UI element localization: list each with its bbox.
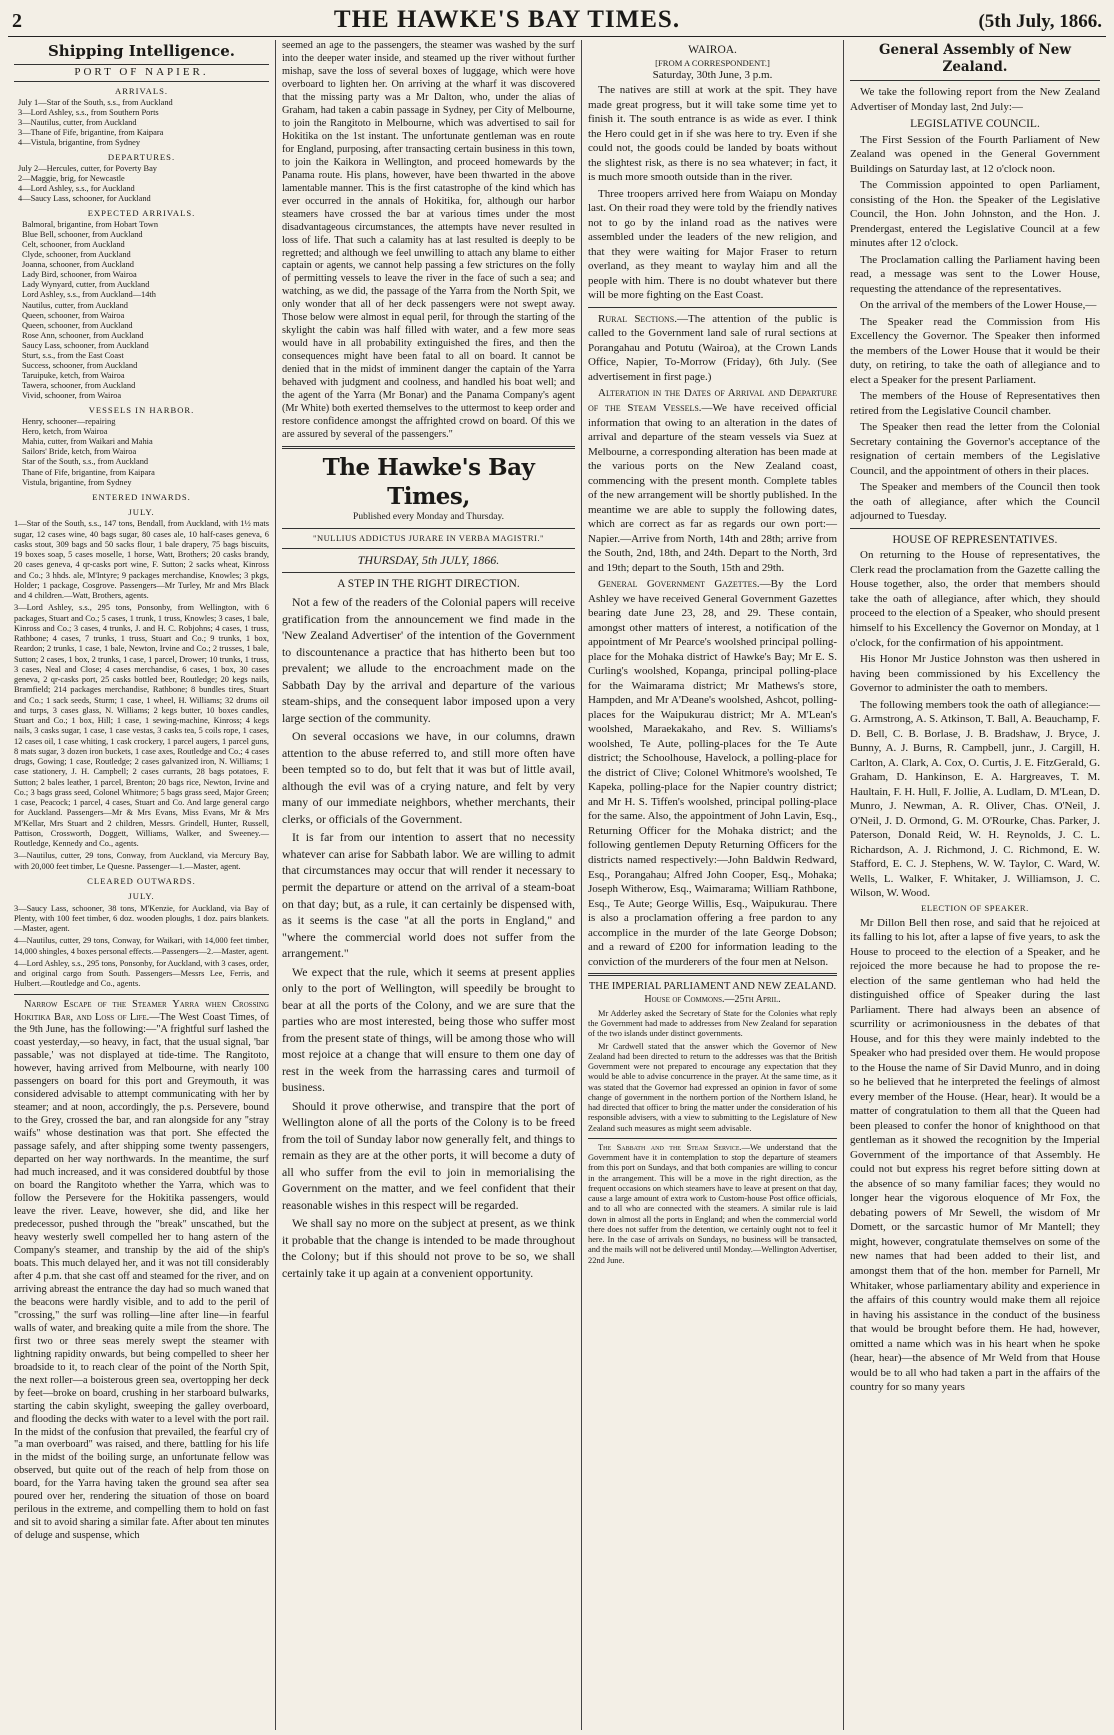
divider [282, 572, 575, 573]
entered-item: 3—Nautilus, cutter, 29 tons, Conway, from Auckland, via Mercury Bay, with 20,000 feet timber, Le Quesne. Passenger—1.—Master, agent. [14, 851, 269, 871]
expected-item: Lady Wynyard, cutter, from Auckland [22, 280, 150, 290]
expected-item: Balmoral, brigantine, from Hobart Town [22, 219, 159, 229]
entered-item: 3—Lord Ashley, s.s., 295 tons, Ponsonby, from Wellington, with 6 packages, Stuart and Co.; 5 cases, 1 trunk, 1 truss, Knowles; 3 cases, 1 bale, Kinross and Co.; 3 cases, 4 trunks, J. and H. C. Robjohns; 4 cases, 1 truss, Rathbone; 4 cases, 7 trunks, 1 truss, Stuart and Co.; 9 trunks, 1 box, Reardon; 2 trunks, 1 case, 1 bale, Newton, Irvine and Co.; 2 trusses, 1 bale, Sutton; 2 cases, 1 box, 2 trunks, 1 case, 1 parcel, Drower; 10 trunks, 1 truss, 3 cases, Neal and Close; 4 cases merchandise, 6 cases, 1 box, 30 cases geneva, 2 qr-casks port, 25 casks bottled beer, Routledge; 20 kegs nails, Bramfield; 214 packages merchandise, Rathbone; 8 bundles tires, Stuart and Co.; 1 sack seeds, Sturm; 1 case, 1 wheel, H. Williams; 32 drums oil and turps, 3 cases glass, N. Williams; 2 kegs butter, 10 boxes candles, Stuart and Co.; 1 box, Hill; 1 case, 1 sewing-machine, Kinross; 4 kegs nails, 3 casks sugar, 1 case, 1 case vestas, 3 casks tea, 5 coils rope, 1 cases, 12 cases oil, 1 case whiting, 1 cask crockery, 1 parcel augers, 1 parcel guns, 8 mats sugar, 3 dozen iron buckets, 1 case axes, Routledge and Co.; 4 cases drugs, Gowing; 1 case, Routledge; 2 cases galvanized iron, N. Williams; 1 case stationery, J. H. Campbell; 2 cases currants, 28 bags potatoes, F. Sutton; 2 bales leather, 1 parcel, Brenton; 20 bags rice, Newton, Irvine and Co.; 3 bags grass seed, Colonel Whitmore; 5 bags grass seed, Major Green; 1 case, Peacock; 1 parcel, 4 cases, Stuart and Co. And large general cargo for Auckland. Passengers—Mr & Mrs Evans, Miss Evans, Mr & Mrs M'Kellar, Mrs Stuart and 2 children, Messrs. Grindell, Hunter, Russell, Pattison, Crossworth, Doggett, Williams, Walker, and Sweeney.—Routledge, Kennedy and Co., agents. [14, 603, 269, 849]
harbor-item: Sailors' Bride, ketch, from Wairoa [22, 447, 137, 457]
motto: "NULLIUS ADDICTUS JURARE IN VERBA MAGISTRI." [313, 532, 544, 543]
departure-item: 2—Maggie, brig, for Newcastle [18, 173, 125, 183]
house-body [850, 548, 1100, 900]
expected-item: Tawera, schooner, from Auckland [22, 381, 136, 391]
rural-body: —The attention of the public is called to the Government land sale of rural sections at Porangahau and Potutu (Wairoa), at the Crown Lands Office, Napier, To-Morrow (Friday), 6th July. (See advertisement in first page.) [588, 312, 837, 383]
gazettes-lead: General Government Gazettes. [598, 578, 760, 591]
entered-list [14, 519, 269, 872]
issue-date: (5th July, 1866. [978, 11, 1102, 32]
harbor-item: Hero, ketch, from Wairoa [22, 427, 108, 437]
wairoa-paragraph: The natives are still at work at the spit. They have made great progress, but it will take some time yet to finish it. The south entrance is as wide as ever. I think the Hero could get in if she was here to try. Even if she could not, the goods could be landed by boats without the slightest risk, as there is no sea whatever; in fact, it is much more smooth outside than in the river. [588, 84, 837, 184]
divider [588, 1138, 837, 1139]
arrival-item: 4—Vistula, brigantine, from Sydney [18, 137, 141, 147]
narrow-escape-lead: Narrow Escape of the Steamer Yarra when Crossing Hokitika Bar, and Loss of Life. [14, 998, 269, 1023]
expected-item: Clyde, schooner, from Auckland [22, 250, 131, 260]
gazettes-body: —By the Lord Ashley we have received General Government Gazettes bearing date June 23, 28, and 29. These contain, amongst other matters of interest, a notification of the appointment of Mr Pearce's woolshed principal polling-place for the Mohaka district of Hawke's Bay; Mr E. S. Curling's woolshed, Kopanga, principal polling-place for the Waimarama district; Mr Mathews's store, Hampden, and Mr A'Deane's woolshed, Ashcot, polling-places for the Waipukurau district; Mr A. M'Lean's woolshed, Maraekakaho, and Rev. S. Williams's woolshed, Te Aute, polling-places for the Te Aute district; the Schoolhouse, Havelock, a polling-place for the district of Clive; Colonel Whitmore's woolshed, Te Kapeka, polling-place for the Napier country district; and Mr H. S. Tiffen's woolshed, principal polling-place for the same. Also, the appointment of John Lavin, Esq., Returning Officer for the Mohaka district; and the following gentlemen Deputy Returning Officers for the districts named respectively:—John Baldwin Redward, Esq., Porangahau; Alfred John Cooper, Esq., Mohaka; Joseph Witherow, Esq., Waimarama; William Rathbone, Esq., Te Aute; George Willis, Esq., Waipukurau. There is also a proclamation offering a free pardon to any accomplice in the murder of the late George Dobson; and a reward of £200 for information leading to the conviction of the murderers of the four men at Nelson. [588, 578, 837, 968]
wairoa-body [588, 83, 837, 303]
page-number: 2 [12, 10, 22, 32]
expected-item: Joanna, schooner, from Auckland [22, 260, 134, 270]
gazettes-notice [588, 577, 837, 969]
divider [14, 994, 269, 995]
editorial-body [282, 594, 575, 1281]
cleared-list [14, 904, 269, 990]
council-paragraph: The Speaker then read the letter from the Colonial Secretary containing the Governor's acceptance of the resignation of certain members of the Legislative Council, and the appointment of others in their places. [850, 421, 1100, 477]
entered-item: 1—Star of the South, s.s., 147 tons, Bendall, from Auckland, with 1½ mats sugar, 12 cases wine, 40 bags sugar, 80 cases ale, 10 half-cases geneva, 6 casks stout, 309 bags and 50 sacks flour, 1 bale drapery, 75 bags biscuits, 19 boxes soap, 5 cases moselle, 1 horse, Watt, Brothers; 20 casks brandy, 20 cases geneva, 4 qr-casks port wine, F. Sutton; 2 sacks wheat, Kinross and Co.; 3 hhds. ale, M'Intyre; 9 packages merchandise, Knowles; 3 pkgs, Holder; 1 package, Cosgrove. Passengers—Mr Turley, Mr and Mrs Black and 4 children.—Watt, Brothers, agents. [14, 519, 269, 601]
divider [282, 548, 575, 549]
editorial-title: A STEP IN THE RIGHT DIRECTION. [337, 577, 520, 590]
expected-item: Blue Bell, schooner, from Auckland [22, 230, 143, 240]
rural-lead: Rural Sections. [598, 312, 677, 325]
arrivals-list [14, 98, 269, 148]
expected-item: Success, schooner, from Auckland [22, 361, 138, 371]
imperial-subtitle: House of Commons.—25th April. [644, 994, 781, 1006]
harbor-item: Star of the South, s.s., from Auckland [22, 457, 149, 467]
expected-title: EXPECTED ARRIVALS. [87, 208, 196, 219]
columns [8, 40, 1106, 1730]
harbor-item: Mahia, cutter, from Waikari and Mahia [22, 437, 153, 447]
expected-item: Sturt, s.s., from the East Coast [22, 350, 124, 360]
rural-sections [588, 312, 837, 385]
council-paragraph: The First Session of the Fourth Parliament of New Zealand was opened in the General Government Buildings on Saturday last, at 12 o'clock noon. [850, 133, 1100, 175]
cleared-item: 3—Saucy Lass, schooner, 38 tons, M'Kenzie, for Auckland, via Bay of Plenty, with 100 feet timber, 6 doz. wooden ploughs, 1 doz. pairs blankets.—Master, agent. [14, 903, 269, 934]
cleared-month: JULY. [128, 890, 155, 901]
expected-item: Rose Ann, schooner, from Auckland [22, 330, 144, 340]
entered-title: ENTERED INWARDS. [92, 491, 191, 502]
imperial-title: THE IMPERIAL PARLIAMENT AND NEW ZEALAND. [588, 981, 837, 993]
port-heading: PORT OF NAPIER. [14, 64, 269, 82]
narrow-escape-body: —The West Coast Times, of the 9th June, has the following:—"A frightful surf lashed the coast yesterday,—so heavy, in fact, that the usual signal, 'bar passable,' was not displayed at tide-time. The Rangitoto, however, having arrived from Melbourne, with nearly 100 passengers on board for this port and Greymouth, it was considered advisable to attempt communicating with her by steamer; and at noon, accordingly, the p.s. Persevere, bound to the Grey, crossed the bar, and ran alongside for any "stray waifs" whose destination was that port. She effected the passage safely, and after shipping some twenty passengers, departed on her way northwards. In the meantime, the surf had much increased, and it was considered doubtful by those on board the Rangitoto whether the Yarra, which was to follow the Persevere for the Hokitika passengers, would leave the river. Leave, however, she did, and like her predecessor, pushed through the "break" unscathed, but the heavy westerly swell compelled her to hang astern of the Company's steamer, and tranship by the aid of the ship's boats. This much delayed her, and it was not till considerably after 4 p.m. that she cast off and steamed for the river, and on arriving abreast the entrance the day had so much waned that the beacons were hardly visible, and to add to the peril of "crossing," the surf was rolling—line after line—in fearful walls of water, and breaking quite a mile from the shore. The first two or three seas merely swept the steamer with lightning rapidity onwards, but being compelled to sheer her broadside to it, to reach clear of the point of the North Spit, the next roller—a boisterous green sea, overtopping her deck by feet—broke on board, crushing in her starboard bulwarks, starting the cabin skylight, sweeping the galley overboard, and flooding the decks with water to a level with the port rail. In the midst of the confusion that prevailed, the fearful cry of "a man overboard" was raised, and there, battling for his life in the midst of the boiling surge, an unfortunate fellow was observed, but quite out of the reach of help from those on board, for the Yarra having taken the ground sea after sea poured over her, rendering the situation of those on board perilous in the extreme, and compelling them to hold on fast and sit to avoid sharing a similar fate. After about ten minutes of deluge and suspense, which [14, 1011, 269, 1542]
editorial-paragraph: Should it prove otherwise, and transpire that the port of Wellington alone of all the ports of the Colony is to be freed from the toil of Sunday labor now generally felt, and things to remain as they are at the other ports, it will become a duty of all who suffer from the evil to join in memorialising the Government on the matter, and we feel confident that their reasonable wishes in this respect will be regarded. [282, 1098, 575, 1212]
cleared-title: CLEARED OUTWARDS. [87, 875, 196, 886]
expected-list [14, 220, 269, 401]
newspaper-title: THE HAWKE'S BAY TIMES. [333, 6, 681, 33]
assembly-heading: General Assembly of New Zealand. [879, 42, 1071, 75]
departure-item: 4—Saucy Lass, schooner, for Auckland [18, 194, 151, 204]
house-paragraph: The following members took the oath of allegiance:—G. Armstrong, A. S. Atkinson, T. Ball, A. Beauchamp, F. D. Bell, C. B. Borlase, J. B. Bradshaw, J. Bryce, J. Bunny, A. J. Burns, R. Campbell, junr., J. Cargill, H. Carlton, A. Clark, A. Cox, O. Curtis, J. E. FitzGerald, G. Graham, D. Hankinson, E. A. Hargreaves, T. M. Haultain, F. H. Hull, F. Jollie, A. Ludlam, D. M'Lean, D. Munro, J. Newman, A. R. Oliver, Chas. O'Neil, J. O'Neil, J. D. Ormond, G. M. O'Rourke, Chas. Parker, J. Paterson, Donald Reid, W. H. Reynolds, J. C. L. Richardson, A. J. Richmond, J. C. Richmond, E. W. Stafford, E. C. J. Stephens, W. W. Taylor, C. Ward, W. Wells, L. Walker, F. Whitaker, J. Williamson, J. C. Wilson, W. Wood. [850, 698, 1100, 900]
house-title: HOUSE OF REPRESENTATIVES. [892, 533, 1058, 546]
council-paragraph: The Speaker and members of the Council then took the oath of allegiance, after which the Council adjourned to Tuesday. [850, 481, 1100, 523]
imperial-body [588, 1009, 837, 1134]
council-paragraph: The Speaker read the Commission from His Excellency the Governor. The Speaker then informed the members of the Lower House that it would be their duty, on retiring, to take the oath of allegiance and to elect a Speaker for the present Parliament. [850, 315, 1100, 386]
council-paragraph: On the arrival of the members of the Lower House,— [860, 299, 1097, 312]
house-paragraph: On returning to the House of representatives, the Clerk read the proclamation from the Gazette calling the House together, also, the order that members should take the oath of allegiance, after which, they should proceed to the election of a Speaker, who should present himself to his Excellency the Governor on Monday, at 1 o'clock, for the confirmation of his appointment. [850, 549, 1100, 649]
harbor-item: Henry, schooner—repairing [22, 417, 116, 427]
editorial-paragraph: On several occasions we have, in our columns, drawn attention to the abuse referred to, and still more often have been tempted so to do, but felt that it was but of little avail, although the evil was of a crying nature, and felt by very many of our immediate neighbors, whether merchants, their clerks, or officials of the Government. [282, 729, 575, 826]
divider [282, 446, 575, 449]
imperial-paragraph: Mr Adderley asked the Secretary of State for the Colonies what reply the Government had made to addresses from New Zealand for separation of the two islands under distinct governments. [588, 1008, 837, 1039]
expected-item: Saucy Lass, schooner, from Auckland [22, 340, 149, 350]
expected-item: Celt, schooner, from Auckland [22, 240, 125, 250]
arrival-item: 3—Lord Ashley, s.s., from Southern Ports [18, 107, 159, 117]
arrivals-title: ARRIVALS. [114, 85, 168, 96]
departures-title: DEPARTURES. [107, 151, 176, 162]
column-2 [276, 40, 582, 1730]
house-paragraph: His Honor Mr Justice Johnston was then ushered in having been commissioned by his Excellency the Governor to administer the oath to members. [850, 653, 1100, 695]
cleared-item: 4—Nautilus, cutter, 29 tons, Conway, for Waikari, with 14,000 feet timber, 14,000 shingles, 4 boxes personal effects.—Passengers—2.—Master, agent. [14, 936, 269, 956]
wairoa-date: Saturday, 30th June, 3 p.m. [652, 69, 773, 82]
harbor-item: Thane of Fife, brigantine, from Kaipara [22, 467, 155, 477]
entered-month: JULY. [128, 506, 155, 517]
council-paragraph: The Commission appointed to open Parliament, consisting of the Hon. the Speaker of the Legislative Council, the Hon. John Johnston, and the Hon. J. Prendergast, entered the Legislative Council at a few minutes after 12 o'clock. [850, 179, 1100, 250]
departure-item: July 2—Hercules, cutter, for Poverty Bay [18, 163, 157, 173]
divider [850, 80, 1100, 81]
divider [588, 973, 837, 976]
divider [588, 307, 837, 308]
council-paragraph: The Proclamation calling the Parliament having been read, a message was sent to the Lower House, requesting the attendance of the representatives. [850, 253, 1100, 295]
editorial-paragraph: We expect that the rule, which it seems at present applies only to the port of Wellington, will speedily be brought to bear at all the ports of the Colony, and we are sure that the parties who are most interested, being those who suffer most from the present state of things, will be among those who will most rejoice at a change that will ensure to them one day of rest in the week from the harrassing cares and turmoil of business. [282, 964, 575, 1095]
arrival-item: July 1—Star of the South, s.s., from Auckland [18, 97, 173, 107]
departures-list [14, 164, 269, 204]
column-3 [582, 40, 844, 1730]
wairoa-title: WAIROA. [688, 44, 737, 56]
editorial-paragraph: Not a few of the readers of the Colonial papers will receive gratification from the announcement we find made in the 'New Zealand Advertiser' of the intention of the Government to discountenance a practice that has hitherto been but too prevalent; we allude to the encroachment made on the Sabbath Day by the arrival and departure of the various steam-ships, and the consequent labor imposed upon a very large section of the community. [282, 595, 575, 725]
expected-item: Lady Bird, schooner, from Wairoa [22, 270, 137, 280]
editorial-paragraph: It is far from our intention to assert that no necessity whatever can arise for Sabbath labor. We are willing to admit that circumstances may occur that will render it necessary to permit the departure or attend on the arrival of a steam-boat on that day; but, as a rule, it can certainly be dispensed with, as it seems is the case "at all the ports in England," and "where the commercial world does not suffer from the arrangement." [282, 830, 575, 961]
expected-item: Vivid, schooner, from Wairoa [22, 391, 122, 401]
imperial-paragraph: Mr Cardwell stated that the answer which the Governor of New Zealand had been directed to return to the addresses was that the British Government were not prepared to encourage any expectation that they would be able to advise concurrence in the prayer. At the same time, as it was stated that the Governor had expressed an opinion in favor of some change of government in the northern portion of the Northern Island, he had directed that officer to bring the matter under the consideration of his responsible advisers, with a view to submitting to the Legislature of New Zealand such measures as might seem advisable. [588, 1041, 837, 1133]
council-paragraph: The members of the House of Representatives then retired from the Legislative Council chamber. [850, 390, 1100, 417]
election-body: Mr Dillon Bell then rose, and said that he rejoiced at its falling to his lot, after a lapse of five years, to ask the House to proceed to the election of a Speaker, and he rejoiced the more because he had to propose the re-election of the same gentleman who had held the distinguished office of Speaker during the last Parliament. There had always been an absence of scurrility or acrimoniousness in the debates of that House, and for this they were mainly indebted to the Speaker who had presided over them. He would propose to the House the name of Sir David Munro, and in doing so he believed that he interpreted the feelings of almost every member of the House. (Hear, hear). It would be a matter of congratulation to them all that the Queen had been pleased to confer the honor of knighthood on that gentleman as it showed the recognition by the Imperial Government of the importance of that Assembly. He could not but express his regret before sitting down at the absence of so many familiar faces; they would no longer hear the vigorous eloquence of Mr Fox, the debating powers of Mr Sewell, the wisdom of Mr Domett, or the sarcastic humor of Mr Mantell; they might, however, congratulate themselves on some of the new names that had been added to their list, and amongst them that of the hon. member for Parnell, Mr Whitaker, whose parliamentary ability and experience in the affairs of this country would make them all rejoice in having his assistance in the conduct of the business that would be brought before them. He had, however, omitted a name which was in his heart when he spoke (hear, hear)—the absence of Mr Weld from that House would be to all who had taken a part in the affairs of the country for so many years [850, 916, 1100, 1394]
election-subtitle: ELECTION OF SPEAKER. [921, 902, 1029, 913]
narrow-escape-article [14, 999, 269, 1544]
editorial-date: THURSDAY, 5th JULY, 1866. [357, 552, 500, 567]
wairoa-paragraph: Three troopers arrived here from Waiapu on Monday last. On their road they were told by the friendly natives not to go by the inland road as the natives were assembled under the leaders of the new religion, and that they were waiting for Major Fraser to return overland, as they meant to waylay him and all the people with him. There is no doubt whatever but there will be more fighting on the East Coast. [588, 187, 837, 302]
editorial-paragraph: We shall say no more on the subject at present, as we think it probable that the change is intended to be made throughout the Colony; but if this should not prove to be so, we shall certainly take it up again at a convenient opportunity. [282, 1216, 575, 1280]
divider [282, 528, 575, 529]
departure-item: 4—Lord Ashley, s.s., for Auckland [18, 183, 135, 193]
arrival-item: 3—Thane of Fife, brigantine, from Kaipara [18, 127, 164, 137]
expected-item: Queen, schooner, from Auckland [22, 320, 133, 330]
expected-item: Queen, schooner, from Wairoa [22, 310, 125, 320]
editorial-masthead: The Hawke's Bay Times, [322, 454, 535, 510]
expected-item: Lord Ashley, s.s., from Auckland—14th [22, 290, 156, 300]
divider [850, 528, 1100, 529]
alteration-body: —We have received official information that owing to an alteration in the dates of arrival and departure of the steam vessels via Suez at Melbourne, a corresponding alteration has been made at the various ports on the New Zealand coast, commencing with the present month. Complete tables of the new arrangement will be shortly published. In the meantime we are able to supply the following dates, which are correct as far as regards our own port:—Napier.—Arrive from North, 14th and 28th; arrive from the South, 2nd, 18th, and 24th. Depart to the North, 3rd and 19th; depart to the South, 15th and 29th. [588, 402, 837, 574]
wairoa-subtitle: [FROM A CORRESPONDENT.] [655, 58, 770, 69]
narrow-escape-continued: seemed an age to the passengers, the steamer was washed by the surf into the deeper water inside, and steamed up the river without further mishap, save the loss of several boxes of luggage, which were hove overboard to lighten her. On arriving at the wharf it was discovered that the missing party was a Mr Dalton, who, under the alias of Graham, had taken a cabin passage in Sydney, per City of Melbourne, to join the Rangitoto in Melbourne, which was advertised to sail for Hokitika on the 1st instant. The unfortunate gentleman was en route for England, purposing, after transacting certain business in this town, to join the Kaikora in Wellington, and proceed homewards by the Panama route. His plans, however, have been thwarted in the above lamentable manner. This is the first catastrophe of the kind which has ever occurred in the annals of Hokitika, for, although our harbor steamers have crossed the bar at various times under the most disadvantageous circumstances, the attempts have never resulted in loss of life. That such a calamity has at last resulted is deeply to be regretted; and although we feel unwilling to attach any blame to either captain or agents, we cannot help passing a few strictures on the folly of permitting vessels to leave the river in the face of such a sea; and watching, as we did, the passage of the Yarra from the North Spit, we only wonder that all of her deck passengers were not swept away. Those below were almost in equal peril, for through the starting of the skylight the cabin was half filled with water, and a few more seas would have in all probability extinguished the fires, and then the consequences might have been fatal to all on board. It cannot be denied that in the midst of imminent danger the captain of the Yarra behaved with judgment and coolness, and handled his boat well; and the agent of the Yarra (Mr Bonar) and the Panama Company's agent (Mr White) both exerted themselves to the uttermost to keep order and restore confidence amongst the affrighted crowd on board. Of this we are assured by several of the passengers." [282, 40, 575, 441]
sabbath-notice [588, 1143, 837, 1266]
expected-item: Taruipuke, ketch, from Wairoa [22, 371, 125, 381]
shipping-heading: Shipping Intelligence. [47, 42, 236, 60]
alteration-lead: Alteration in the Dates of Arrival and Departure of the Steam Vessels. [588, 387, 837, 414]
published-line: Published every Monday and Thursday. [353, 511, 504, 522]
column-1 [8, 40, 276, 1730]
arrival-item: 3—Nautilus, cutter, from Auckland [18, 117, 137, 127]
sabbath-body: —We understand that the Government have it in contemplation to stop the departure of steamers from this port on Sundays, and that both companies are willing to concur in the arrangement. This will be a move in the right direction, as the frequent occasions on which steamers have to leave at present on that day, cause a large amount of extra work to Custom-house Post office officials, and to all who are connected with the steamers. A similar rule is laid down in almost all the ports in England; and when the commercial world there does not suffer from the detention, we certainly ought not to feel it here. In the case of arrivals on Sundays, no business will be transacted, and the mails will not be delivered until Monday.—Wellington Advertiser, 22nd June. [588, 1142, 837, 1265]
sabbath-lead: The Sabbath and the Steam Service. [598, 1142, 742, 1152]
expected-item: Nautilus, cutter, from Auckland [22, 300, 128, 310]
cleared-item: 4—Lord Ashley, s.s., 295 tons, Ponsonby, for Auckland, with 3 cases, order, and original cargo from South. Passengers—Messrs Lee, Ferris, and Hulbert.—Routledge and Co., agents. [14, 958, 269, 989]
page-header [8, 6, 1106, 37]
harbor-title: VESSELS IN HARBOR. [88, 405, 195, 416]
harbor-list [14, 417, 269, 488]
harbor-item: Vistula, brigantine, from Sydney [22, 477, 132, 487]
alteration-notice [588, 386, 837, 575]
legislative-council-title: LEGISLATIVE COUNCIL. [910, 118, 1040, 131]
legislative-council-body [850, 133, 1100, 524]
assembly-intro: We take the following report from the New Zealand Advertiser of Monday last, 2nd July:— [850, 86, 1100, 113]
column-4 [844, 40, 1106, 1730]
